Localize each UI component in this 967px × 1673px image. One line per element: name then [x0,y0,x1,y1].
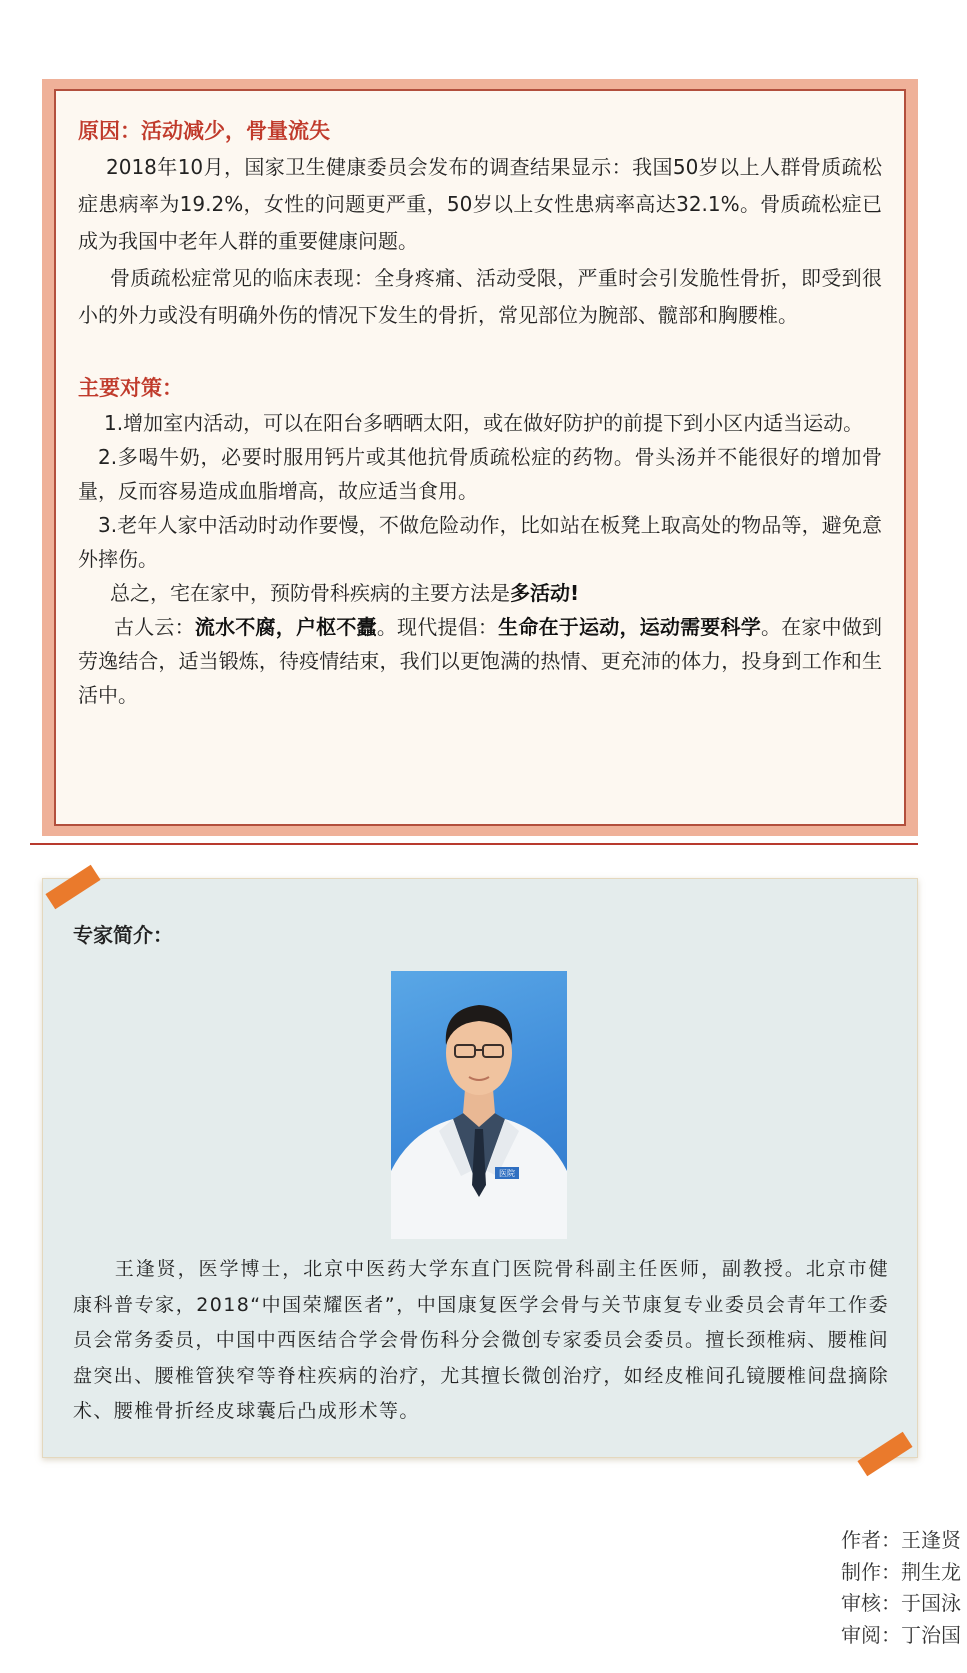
expert-title: 专家简介： [73,923,173,947]
quote-paragraph [78,610,882,712]
summary-line [78,576,882,610]
quote-emphasis-2: 生命在于运动，运动需要科学 [498,615,761,639]
credit-author [841,1525,961,1557]
credit-name: 丁治国 [901,1622,961,1647]
summary-emphasis: 多活动! [510,581,580,605]
measure-item-1: 1.增加室内活动，可以在阳台多晒晒太阳，或在做好防护的前提下到小区内适当运动。 [104,411,864,435]
credit-name: 于国泳 [901,1591,961,1615]
credit-label: 审核： [841,1591,901,1615]
credit-label: 审阅： [841,1622,901,1647]
credit-name: 荆生龙 [901,1559,961,1584]
causes-card-inner [54,89,906,826]
divider-line [30,843,918,845]
quote-rest: 。在家中做到劳逸结合，适当锻炼，待疫情结束，我们以更饱满的热情、更充沛的体力，投身到工作和生活中。 [78,615,883,707]
causes-card [42,79,918,836]
expert-photo [391,971,567,1239]
quote-mid: 。现代提倡： [376,615,499,639]
coat-badge: 医院 [499,1169,515,1178]
summary-text: 总之，宅在家中，预防骨科疾病的主要方法是 [110,581,510,605]
credit-reviewer [841,1588,961,1620]
causes-paragraph-1: 2018年10月，国家卫生健康委员会发布的调查结果显示：我国50岁以上人群骨质疏松症患病率为19.2%，女性的问题更严重，50岁以上女性患病率高达32.1%。骨质疏松症已成为我国中老年人群的重要健康问题。 [78,155,882,253]
credit-producer [841,1557,961,1589]
credit-label: 制作： [841,1559,901,1584]
expert-bio: 王逢贤，医学博士，北京中医药大学东直门医院骨科副主任医师，副教授。北京市健康科普专家，2018“中国荣耀医者”，中国康复医学会骨与关节康复专业委员会青年工作委员会常务委员，中国中西医结合学会骨伤科分会微创专家委员会委员。擅长颈椎病、腰椎间盘突出、腰椎管狭窄等脊柱疾病的治疗，尤其擅长微创治疗，如经皮椎间孔镜腰椎间盘摘除术、腰椎骨折经皮球囊后凸成形术等。 [73,1258,890,1422]
quote-emphasis-1: 流水不腐，户枢不蠹 [194,615,377,639]
measure-item-3: 3.老年人家中活动时动作要慢，不做危险动作，比如站在板凳上取高处的物品等，避免意外摔伤。 [78,513,882,571]
causes-paragraph-2: 骨质疏松症常见的临床表现：全身疼痛、活动受限，严重时会引发脆性骨折，即受到很小的外力或没有明确外伤的情况下发生的骨折，常见部位为腕部、髋部和胸腰椎。 [78,266,882,327]
doctor-portrait-icon [391,971,567,1239]
credits [841,1525,961,1651]
measures-heading: 主要对策： [78,376,183,400]
measure-item-2: 2.多喝牛奶，必要时服用钙片或其他抗骨质疏松症的药物。骨头汤并不能很好的增加骨量，反而容易造成血脂增高，故应适当食用。 [78,445,882,503]
quote-prefix: 古人云： [114,615,195,639]
expert-card [42,878,918,1458]
causes-heading: 原因：活动减少，骨量流失 [78,119,330,143]
credit-label: 作者： [841,1528,901,1552]
credit-approver [841,1620,961,1652]
credit-name: 王逢贤 [901,1528,961,1552]
